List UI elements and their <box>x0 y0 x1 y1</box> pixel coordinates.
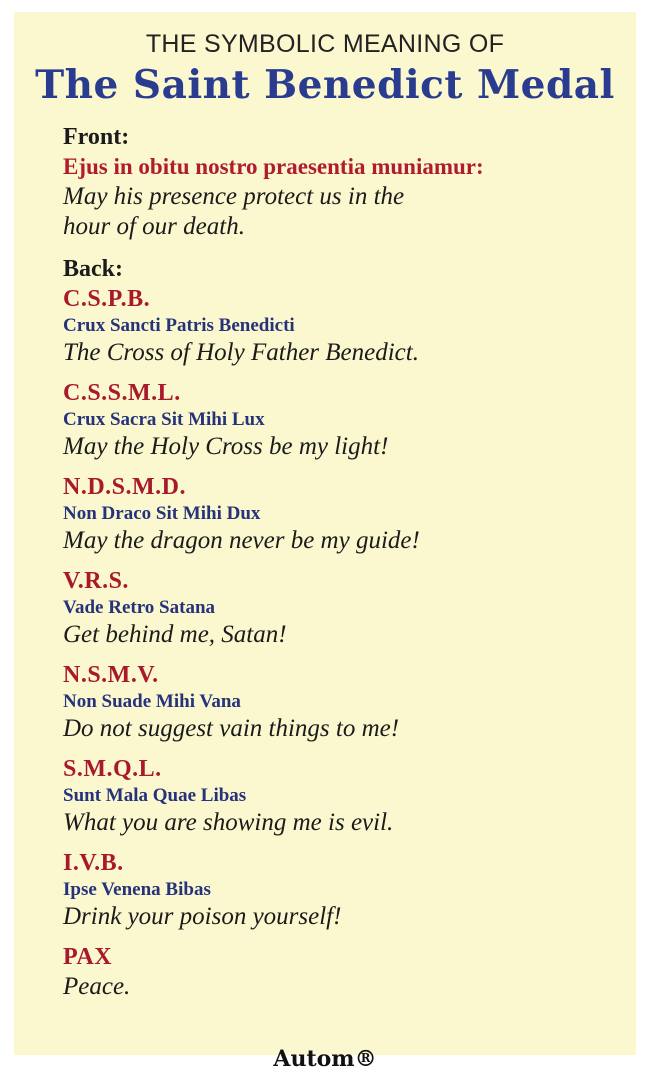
entry-meaning: Drink your poison yourself! <box>63 903 342 930</box>
entry-abbreviation: V.R.S. <box>63 568 129 594</box>
entry-meaning: May the dragon never be my guide! <box>63 527 420 554</box>
front-translation-line-1: May his presence protect us in the <box>63 183 405 210</box>
entry-latin: Crux Sancti Patris Benedicti <box>63 315 295 336</box>
list-item <box>63 472 628 556</box>
entry-abbreviation: S.M.Q.L. <box>63 756 162 782</box>
page-subtitle: THE SYMBOLIC MEANING OF <box>145 30 505 58</box>
list-item <box>63 284 628 368</box>
entry-abbreviation: N.D.S.M.D. <box>63 474 186 500</box>
medal-card <box>14 12 636 1072</box>
entry-abbreviation: N.S.M.V. <box>63 662 159 688</box>
front-latin-text: Ejus in obitu nostro praesentia muniamur: <box>63 154 484 179</box>
back-label: Back: <box>63 256 123 282</box>
page-title: The Saint Benedict Medal <box>35 62 615 108</box>
entry-meaning: The Cross of Holy Father Benedict. <box>63 339 419 366</box>
entry-latin: Crux Sacra Sit Mihi Lux <box>63 409 265 430</box>
pax-abbreviation: PAX <box>63 944 113 970</box>
list-item <box>63 660 628 744</box>
entry-latin: Non Suade Mihi Vana <box>63 691 241 712</box>
front-label: Front: <box>63 124 130 150</box>
list-item <box>63 378 628 462</box>
entry-abbreviation: C.S.P.B. <box>63 286 151 312</box>
entry-abbreviation: C.S.S.M.L. <box>63 380 181 406</box>
entry-meaning: May the Holy Cross be my light! <box>63 433 389 460</box>
entry-latin: Ipse Venena Bibas <box>63 879 211 900</box>
entry-latin: Vade Retro Satana <box>63 597 216 618</box>
entry-abbreviation: I.V.B. <box>63 850 124 876</box>
front-section <box>63 122 628 242</box>
entry-latin: Non Draco Sit Mihi Dux <box>63 503 261 524</box>
list-item <box>63 754 628 838</box>
brand-logo: Autom® <box>273 1046 377 1072</box>
entry-meaning: Get behind me, Satan! <box>63 621 287 648</box>
content-body <box>63 122 628 1012</box>
entry-latin: Sunt Mala Quae Libas <box>63 785 247 806</box>
pax-meaning: Peace. <box>63 973 131 1000</box>
list-item <box>63 848 628 932</box>
list-item <box>63 566 628 650</box>
pax-item <box>63 942 628 1002</box>
front-translation-line-2: hour of our death. <box>63 213 245 240</box>
entry-meaning: What you are showing me is evil. <box>63 809 394 836</box>
entry-meaning: Do not suggest vain things to me! <box>63 715 400 742</box>
